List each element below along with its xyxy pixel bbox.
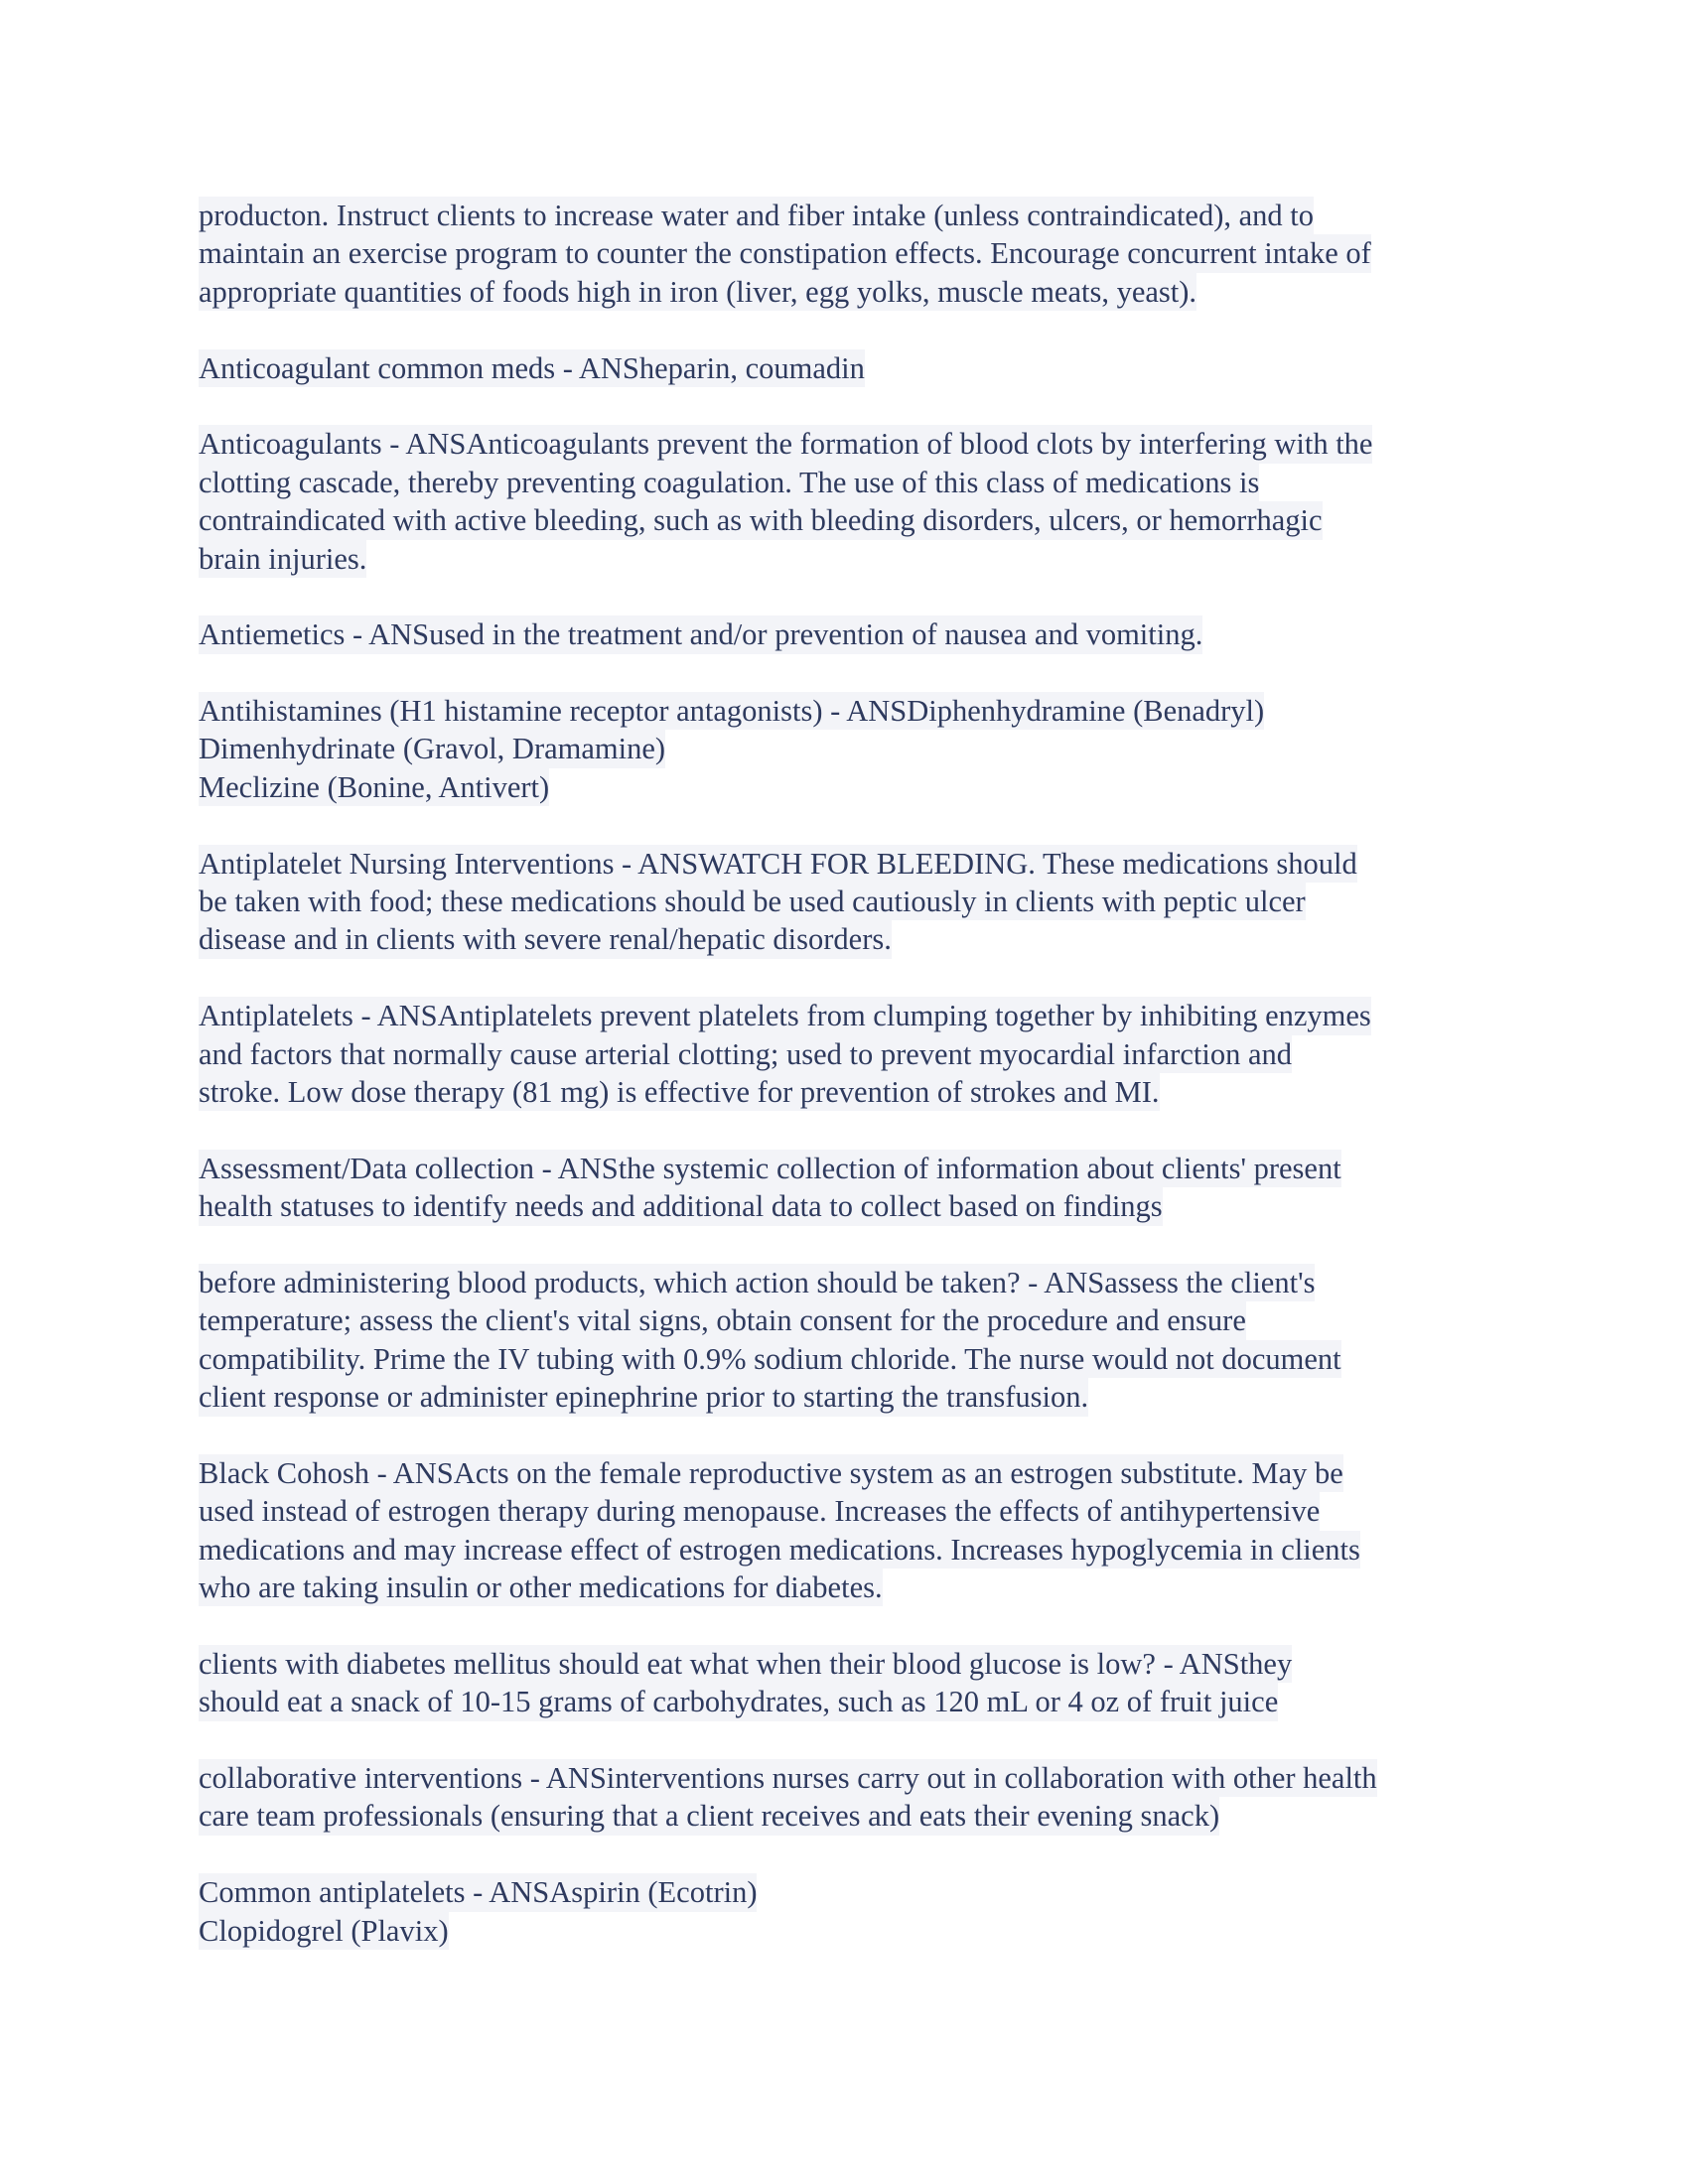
text-line: temperature; assess the client's vital signs, obtain consent for the procedure and ensure (199, 1301, 1489, 1339)
text-line: be taken with food; these medications should be used cautiously in clients with peptic ulcer (199, 883, 1489, 920)
text-line: medications and may increase effect of estrogen medications. Increases hypoglycemia in clients (199, 1531, 1489, 1569)
text-line: Black Cohosh - ANSActs on the female reproductive system as an estrogen substitute. May be (199, 1454, 1489, 1492)
text-line: Antiplatelet Nursing Interventions - ANSWATCH FOR BLEEDING. These medications should (199, 845, 1489, 883)
paragraph-antiplatelet-nursing-interventions (199, 845, 1489, 959)
paragraph-iron-supplement-continuation (199, 197, 1489, 311)
paragraph-anticoagulant-common-meds (199, 349, 1489, 387)
text-line: producton. Instruct clients to increase water and fiber intake (unless contraindicated), and to (199, 197, 1489, 234)
document-page (199, 197, 1489, 1987)
text-line: should eat a snack of 10-15 grams of carbohydrates, such as 120 mL or 4 oz of fruit juice (199, 1683, 1489, 1720)
text-line: clients with diabetes mellitus should eat what when their blood glucose is low? - ANSthey (199, 1645, 1489, 1683)
text-line: Dimenhydrinate (Gravol, Dramamine) (199, 730, 1489, 767)
paragraph-collaborative-interventions (199, 1759, 1489, 1836)
paragraph-antiemetics (199, 615, 1489, 653)
text-line: Antiplatelets - ANSAntiplatelets prevent platelets from clumping together by inhibiting enzymes (199, 997, 1489, 1034)
text-line: who are taking insulin or other medications for diabetes. (199, 1569, 1489, 1606)
text-line: before administering blood products, which action should be taken? - ANSassess the client's (199, 1264, 1489, 1301)
paragraph-anticoagulants (199, 425, 1489, 578)
text-line: client response or administer epinephrine prior to starting the transfusion. (199, 1378, 1489, 1416)
text-line: appropriate quantities of foods high in iron (liver, egg yolks, muscle meats, yeast). (199, 273, 1489, 311)
text-line: Anticoagulant common meds - ANSheparin, coumadin (199, 349, 1489, 387)
paragraph-assessment-data-collection (199, 1150, 1489, 1226)
text-line: Meclizine (Bonine, Antivert) (199, 768, 1489, 806)
paragraph-common-antiplatelets (199, 1873, 1489, 1950)
text-line: health statuses to identify needs and additional data to collect based on findings (199, 1187, 1489, 1225)
text-line: Assessment/Data collection - ANSthe systemic collection of information about clients' present (199, 1150, 1489, 1187)
text-line: Anticoagulants - ANSAnticoagulants prevent the formation of blood clots by interfering with the (199, 425, 1489, 463)
text-line: collaborative interventions - ANSinterventions nurses carry out in collaboration with other health (199, 1759, 1489, 1797)
text-line: Antiemetics - ANSused in the treatment and/or prevention of nausea and vomiting. (199, 615, 1489, 653)
text-line: Common antiplatelets - ANSAspirin (Ecotrin) (199, 1873, 1489, 1911)
text-line: and factors that normally cause arterial clotting; used to prevent myocardial infarction and (199, 1035, 1489, 1073)
text-line: brain injuries. (199, 540, 1489, 578)
paragraph-antihistamines (199, 692, 1489, 806)
text-line: maintain an exercise program to counter the constipation effects. Encourage concurrent intake of (199, 234, 1489, 272)
paragraph-antiplatelets (199, 997, 1489, 1111)
paragraph-black-cohosh (199, 1454, 1489, 1607)
text-line: Clopidogrel (Plavix) (199, 1912, 1489, 1950)
text-line: clotting cascade, thereby preventing coagulation. The use of this class of medications is (199, 464, 1489, 501)
paragraph-diabetes-low-glucose (199, 1645, 1489, 1721)
text-line: stroke. Low dose therapy (81 mg) is effective for prevention of strokes and MI. (199, 1073, 1489, 1111)
text-line: used instead of estrogen therapy during menopause. Increases the effects of antihypertensive (199, 1492, 1489, 1530)
text-line: contraindicated with active bleeding, such as with bleeding disorders, ulcers, or hemorrhagic (199, 501, 1489, 539)
text-line: care team professionals (ensuring that a client receives and eats their evening snack) (199, 1797, 1489, 1835)
text-line: compatibility. Prime the IV tubing with 0.9% sodium chloride. The nurse would not document (199, 1340, 1489, 1378)
text-line: disease and in clients with severe renal/hepatic disorders. (199, 920, 1489, 958)
paragraph-blood-products (199, 1264, 1489, 1417)
text-line: Antihistamines (H1 histamine receptor antagonists) - ANSDiphenhydramine (Benadryl) (199, 692, 1489, 730)
